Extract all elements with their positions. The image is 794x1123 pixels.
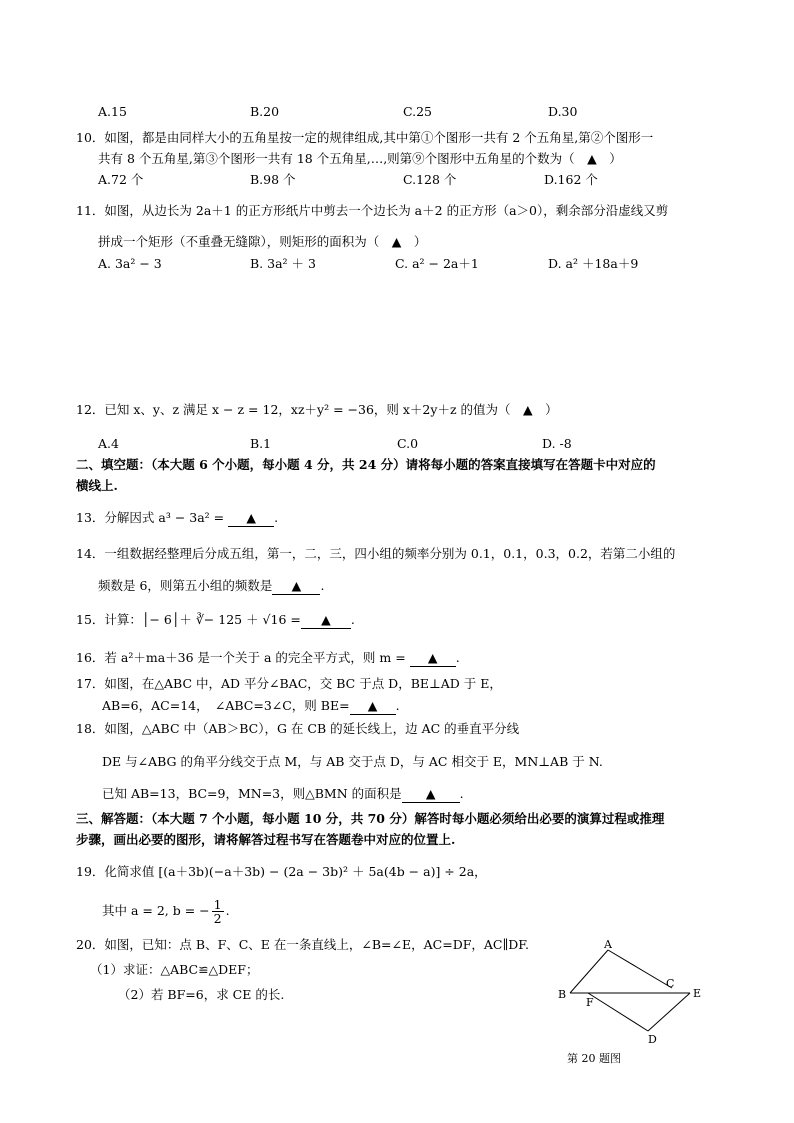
label-f: F [586, 996, 594, 1009]
q11-option-b: B. 3a² ＋ 3 [250, 256, 316, 271]
q11-line2: 拼成一个矩形（不重叠无缝隙），则矩形的面积为（ ▲ ） [98, 234, 427, 249]
q20-part2: （2）若 BF=6，求 CE 的长. [118, 987, 285, 1002]
q13-answer-blank: ▲ [228, 510, 274, 527]
section2-heading: 二、填空题：（本大题 6 个小题，每小题 4 分，共 24 分）请将每小题的答案直接填写在答题卡中对应的 [76, 457, 656, 472]
q18-answer-blank: ▲ [402, 786, 460, 803]
q19-line1: 19．化简求值 [(a＋3b)(−a＋3b) − (2a − 3b)² ＋ 5a(4b − a)] ÷ 2a， [76, 864, 487, 879]
q20-figure [550, 938, 720, 1056]
q12-option-a: A.4 [98, 436, 119, 451]
q9-option-d: D.30 [548, 104, 578, 119]
q9-option-a: A.15 [98, 104, 127, 119]
q13-line [76, 510, 278, 527]
q16-answer-blank: ▲ [410, 650, 456, 667]
q17-answer-blank: ▲ [350, 698, 396, 715]
q12-option-b: B.1 [250, 436, 272, 451]
q12-option-d: D. -8 [542, 436, 572, 451]
q18-line2: DE 与∠ABG 的角平分线交于点 M，与 AB 交于点 D，与 AC 相交于 E，MN⊥AB 于 N. [102, 754, 603, 769]
q17-line1: 17．如图，在△ABC 中，AD 平分∠BAC，交 BC 于点 D，BE⊥AD 于 E， [76, 676, 502, 691]
label-d: D [648, 1033, 657, 1046]
q20-part1: （1）求证：△ABC≌△DEF； [90, 962, 259, 977]
q19-frac-den: 2 [213, 911, 222, 926]
q15-answer-blank: ▲ [301, 612, 351, 629]
q15-line [76, 612, 355, 629]
q19-frac-num: 1 [213, 897, 222, 912]
section2-heading-cont: 横线上. [76, 478, 118, 493]
label-b: B [558, 988, 567, 1001]
q18-line1: 18．如图，△ABC 中（AB＞BC），G 在 CB 的延长线上，边 AC 的垂直平分线 [76, 721, 520, 736]
q12-line1: 12．已知 x、y、z 满足 x − z = 12，xz＋y² = −36，则 x＋2y＋z 的值为（ ▲ ） [76, 402, 558, 417]
section3-heading-cont: 步骤，画出必要的图形，请将解答过程书写在答题卷中对应的位置上. [76, 832, 456, 847]
q19-end: . [225, 903, 230, 918]
label-e: E [693, 987, 702, 1000]
q18-text: 已知 AB=13，BC=9，MN=3，则△BMN 的面积是 [102, 786, 402, 801]
label-c: C [666, 977, 675, 990]
q16-line [76, 650, 460, 667]
q18-line3 [102, 786, 464, 803]
q10-option-d: D.162 个 [544, 172, 598, 187]
q15-end: . [350, 612, 355, 627]
q16-text: 16．若 a²＋ma＋36 是一个关于 a 的完全平方式，则 m = [76, 650, 406, 665]
segment-fd [588, 993, 648, 1031]
q11-line1: 11．如图，从边长为 2a＋1 的正方形纸片中剪去一个边长为 a＋2 的正方形（a＞0），剩余部分沿虚线又剪 [76, 203, 669, 218]
q13-end: . [274, 510, 279, 525]
q15-text: 15．计算：│− 6│＋ ∛− 125 ＋ √16 = [76, 612, 301, 627]
q10-option-a: A.72 个 [98, 172, 144, 187]
q17-line2 [102, 698, 400, 715]
q10-line1: 10．如图，都是由同样大小的五角星按一定的规律组成,其中第①个图形一共有 2 个五角星,第②个图形一 [76, 130, 654, 145]
q10-option-c: C.128 个 [403, 172, 457, 187]
q10-line2: 共有 8 个五角星,第③个图形一共有 18 个五角星,…,则第⑨个图形中五角星的个数为（ ▲ ） [98, 151, 622, 166]
label-a: A [604, 938, 612, 951]
q13-text: 13．分解因式 a³ − 3a² = [76, 510, 225, 525]
segment-ac [608, 950, 675, 990]
q11-option-d: D. a² ＋18a＋9 [548, 256, 639, 271]
q11-option-a: A. 3a² − 3 [98, 256, 162, 271]
q19-condition: 其中 a = 2, b = − [102, 903, 210, 918]
segment-de [648, 993, 690, 1031]
q10-option-b: B.98 个 [250, 172, 296, 187]
q20-line1: 20．如图，已知：点 B、F、C、E 在一条直线上，∠B=∠E，AC=DF，AC∥DF. [76, 937, 529, 952]
q19-fraction [212, 898, 224, 925]
q14-end: . [320, 578, 325, 593]
segment-ab [570, 950, 608, 993]
q9-option-b: B.20 [250, 104, 280, 119]
section3-heading: 三、解答题：（本大题 7 个小题，每小题 10 分，共 70 分）解答时每小题必须给出必要的演算过程或推理 [76, 811, 665, 826]
q17-text: AB=6，AC=14， ∠ABC=3∠C，则 BE= [102, 698, 350, 713]
q19-line2 [102, 898, 230, 925]
q14-answer-blank: ▲ [272, 578, 320, 595]
q12-option-c: C.0 [397, 436, 419, 451]
q17-end: . [395, 698, 400, 713]
q14-line2 [98, 578, 324, 595]
q9-option-c: C.25 [403, 104, 432, 119]
q20-figure-caption: 第 20 题图 [567, 1052, 621, 1065]
q14-text: 频数是 6，则第五小组的频数是 [98, 578, 273, 593]
q16-end: . [455, 650, 460, 665]
q18-end: . [459, 786, 464, 801]
q14-line1: 14．一组数据经整理后分成五组，第一，二，三，四小组的频率分别为 0.1，0.1，0.3，0.2，若第二小组的 [76, 546, 676, 561]
q11-option-c: C. a² − 2a＋1 [395, 256, 479, 271]
